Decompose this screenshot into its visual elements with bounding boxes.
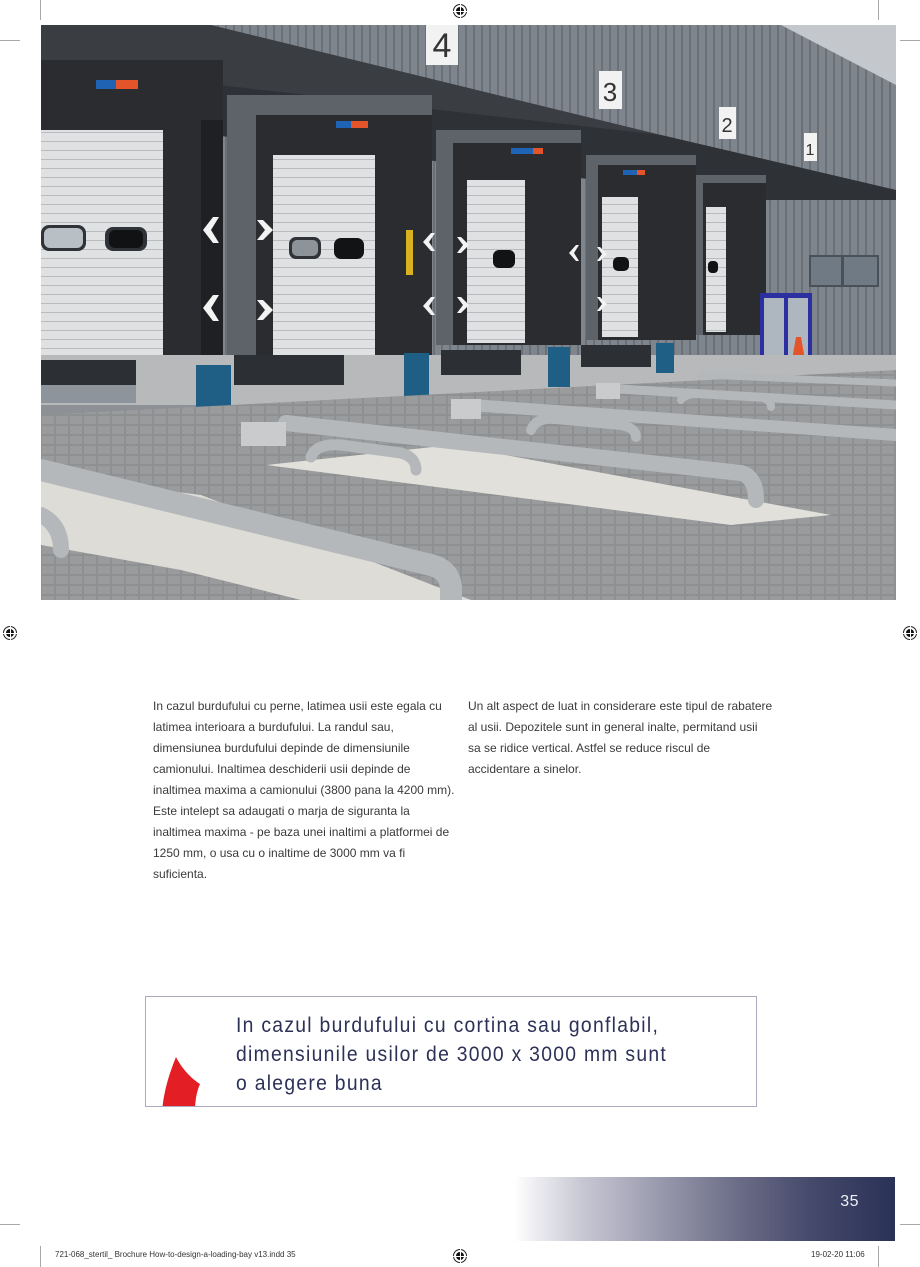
- svg-text:2: 2: [721, 115, 733, 137]
- callout-text: [236, 1011, 696, 1098]
- page-number-band: [514, 1177, 895, 1241]
- crop-mark-top-right-v: [878, 0, 879, 20]
- crop-mark-top-left-h: [0, 40, 20, 41]
- page-number: 35: [840, 1193, 859, 1210]
- crop-mark-top-right-h: [900, 40, 920, 41]
- callout-box: [145, 996, 757, 1107]
- crop-mark-top-left-v: [40, 0, 41, 20]
- registration-mark-left-icon: [3, 626, 17, 640]
- loading-bay-photo: [41, 25, 896, 600]
- svg-text:4: 4: [432, 27, 452, 65]
- red-swoosh-icon: [158, 1057, 203, 1107]
- body-text-left-column: [153, 696, 458, 885]
- body-paragraph-right: Un alt aspect de luat in considerare este tipul de rabatere al usii. Depozitele sunt in general inalte, permitand usii sa se ridice vertical. Astfel se reduce riscul de accidentare a sinelor.: [468, 699, 773, 776]
- registration-mark-right-icon: [903, 626, 917, 640]
- slug-file-name: 721-068_stertil_ Brochure How-to-design-a-loading-bay v13.indd 35: [55, 1250, 296, 1259]
- body-text-right-column: [468, 696, 773, 780]
- crop-mark-bottom-right-v: [878, 1246, 879, 1267]
- crop-mark-bottom-right-h: [900, 1224, 920, 1225]
- slug-date: 19-02-20 11:06: [811, 1250, 865, 1259]
- crop-mark-bottom-left-h: [0, 1224, 20, 1225]
- callout-line: o alegere buna: [236, 1072, 383, 1095]
- callout-line: dimensiunile usilor de 3000 x 3000 mm sunt: [236, 1043, 668, 1066]
- svg-text:3: 3: [602, 77, 618, 107]
- registration-mark-top-icon: [453, 4, 467, 18]
- registration-mark-bottom-icon: [453, 1249, 467, 1263]
- body-paragraph-left: In cazul burdufului cu perne, latimea usii este egala cu latimea interioara a burdufului. La randul sau, dimensiunea burdufului depinde de dimensiunile camionului. Inaltimea deschiderii usii depinde de inaltimea maxima a camionului (3800 pana la 4200 mm). Este intelept sa adaugati o marja de siguranta la inaltimea maxima - pe baza unei inaltimi a platformei de 1250 mm, o usa cu o inaltime de 3000 mm va fi suficienta.: [153, 699, 455, 881]
- svg-text:1: 1: [805, 142, 815, 159]
- crop-mark-bottom-left-v: [40, 1246, 41, 1267]
- callout-line: In cazul burdufului cu cortina sau gonflabil,: [236, 1014, 660, 1037]
